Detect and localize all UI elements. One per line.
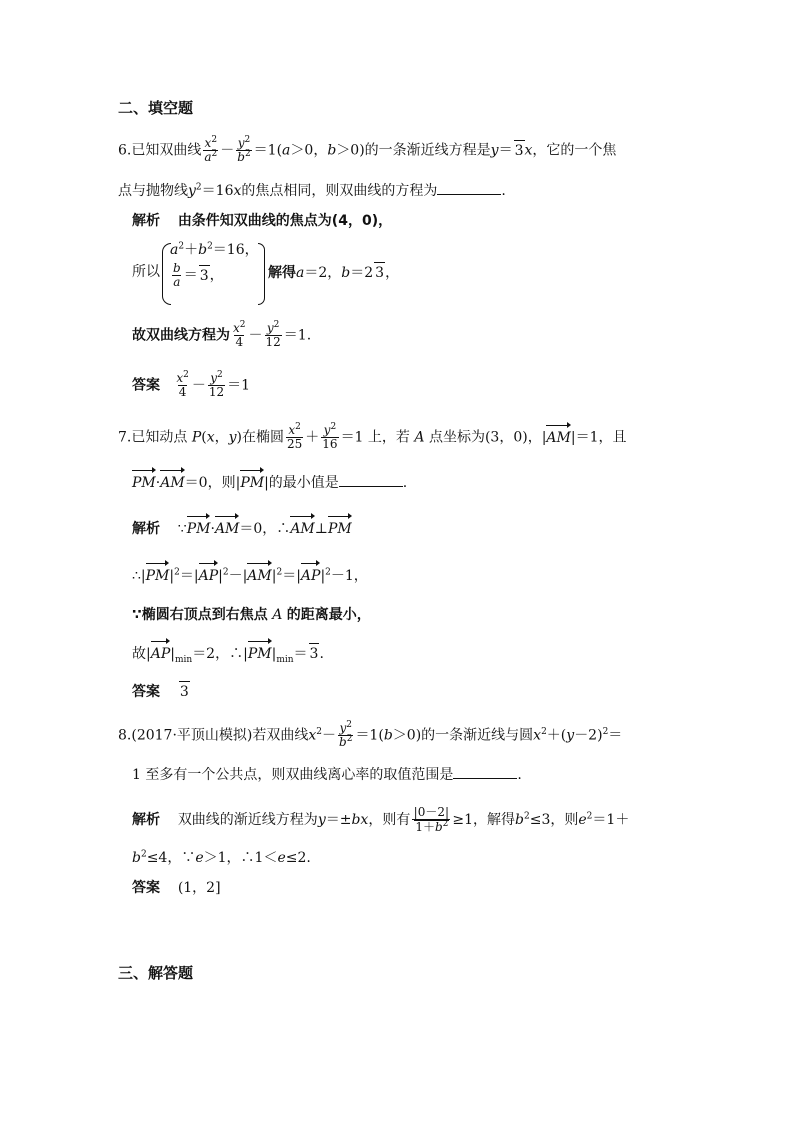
question-number: 7. [118, 429, 132, 446]
fraction: $\frac{y^2}{16}$ [322, 422, 338, 451]
question-7-line-1: 7.已知动点 P(x，y)在椭圆 $\frac{x^2}{25}$ ＋ $\frac{y^2}{16}$ ＝1 上，若 A 点坐标为(3，0)，|AM|＝1，且 [118, 422, 627, 451]
right-brace [258, 243, 265, 305]
fraction: $\frac{x^2}{4}$ [233, 320, 246, 349]
fraction: $\frac{y^2}{12}$ [208, 370, 225, 399]
text: －1， [330, 568, 368, 584]
text: 故 [132, 646, 146, 662]
text: 解得 [268, 265, 296, 281]
q8-answer [132, 878, 221, 898]
text: 在椭圆 [242, 429, 284, 446]
text: － [228, 568, 243, 584]
fraction: $\frac{b}{a}$ [173, 261, 181, 289]
system-eq-2: $\frac{b}{a}$ ＝ 3， [173, 261, 224, 289]
question-8-line-1: 8.(2017·平顶山模拟)若双曲线$x^2-$ $\frac{y^2}{b^2}$ ＝1(b＞0)的一条渐近线与圆$x^2+(y-2)^2=$ [118, 720, 623, 749]
text: 的距离最小， [286, 607, 371, 623]
text: 由条件知双曲线的焦点为(4，0)， [177, 213, 393, 229]
text: ＝ [179, 568, 194, 584]
q6-solution-line-1 [132, 211, 392, 231]
q7-answer: 答案 3 [132, 681, 190, 702]
text: ∴ [132, 568, 141, 584]
text: ≥1，解得 [452, 812, 516, 828]
text: 点与抛物线 [118, 183, 188, 199]
q6-solution-label-suoyi: 所以 [132, 264, 160, 280]
text: ＝ [608, 727, 623, 744]
solution-label: 解析 [132, 812, 160, 828]
text: ＝1( [253, 142, 283, 159]
text: 已知动点 [131, 429, 188, 446]
section-title-fill-in: 二、填空题 [118, 99, 194, 117]
text: 已知双曲线 [131, 142, 202, 159]
question-7-line-2: PM·AM＝0，则|PM|的最小值是 . [132, 472, 407, 493]
solution-label: 解析 [132, 213, 160, 229]
text: ≤3，则 [529, 812, 579, 828]
answer-label: 答案 [132, 684, 160, 700]
question-6-line-1: 6.已知双曲线 $\frac{x^2}{a^2}$ － $\frac{y^2}{b^2}$ ＝1(a＞0，b＞0)的一条渐近线方程是y＝ 3x，它的一个焦 [118, 135, 617, 164]
q7-solution-line-4: 故$|AP|_{min}=2$，$\therefore|PM|_{min}= 3$. [132, 643, 324, 664]
text: ＝16， [212, 242, 259, 258]
text: ＞0)的一条渐近线与圆 [392, 727, 534, 744]
question-6-line-2: 点与抛物线$y^2=16x$的焦点相同，则双曲线的方程为 . [118, 180, 506, 201]
text: ＝1，且 [575, 429, 627, 446]
q6-answer: 答案 $\frac{x^2}{4}$ － $\frac{y^2}{12}$ ＝1 [132, 370, 251, 399]
answer-label: 答案 [132, 377, 160, 394]
fraction: $\frac{x^2}{25}$ [287, 422, 303, 451]
text: ＝1＋ [592, 812, 630, 828]
fraction: $\frac{y^2}{b^2}$ [339, 720, 353, 749]
answer-blank [453, 764, 517, 779]
fraction: $\frac{|0-2|}{1+b^2}$ [413, 805, 450, 834]
text: ＝2，∴ [192, 646, 244, 662]
text: 的最小值是 [268, 475, 339, 491]
text: ＝2 [350, 265, 374, 281]
answer-blank [339, 472, 403, 487]
fraction: $\frac{x^2}{a^2}$ [204, 135, 218, 164]
text: 双曲线的渐近线方程为 [177, 812, 318, 828]
text: ＝± [325, 812, 352, 828]
q7-solution-line-2: $\therefore|PM|^2=|AP|^2-|AM|^2=|AP|^2-1$， [132, 567, 368, 584]
text: ＞0)的一条渐近线方程是 [336, 142, 491, 159]
text: ＝2， [304, 265, 342, 281]
q8-solution-line-2: $b^2\le 4$，∵e＞1，∴1＜e≤2. [132, 849, 311, 866]
text: ＝ [282, 568, 297, 584]
text: ＝ [183, 267, 198, 284]
text: ，则有 [368, 812, 411, 828]
answer-value: (1，2] [177, 880, 221, 896]
text: ＝16 [201, 183, 234, 199]
system-eq-1: $a^2+b^2=16$， [170, 241, 259, 258]
solution-label: 解析 [132, 521, 160, 537]
question-8-line-2: 1 至多有一个公共点，则双曲线离心率的取值范围是 . [132, 764, 522, 785]
question-number: 6. [118, 142, 132, 159]
text: ，它的一个焦 [532, 142, 617, 159]
text: 1 至多有一个公共点，则双曲线离心率的取值范围是 [132, 767, 454, 783]
question-number: 8. [118, 727, 132, 744]
text: ≤2. [285, 850, 311, 866]
text: ＝1 上，若 [340, 429, 410, 446]
text: (2017·平顶山模拟)若双曲线 [131, 727, 309, 744]
text: ≤4，∵ [146, 850, 196, 866]
text: 点坐标为(3，0)， [428, 429, 542, 446]
text: ＞0， [290, 142, 328, 159]
q7-solution-line-1: 解析 ∵PM·AM＝0，∴AM⊥PM [132, 521, 352, 537]
answer-blank [437, 180, 501, 195]
text: ＝ [293, 646, 308, 662]
q6-solution-line-2: 解得a＝2，b＝2 3， [268, 262, 399, 283]
fraction: $\frac{x^2}{4}$ [176, 370, 189, 399]
text: ＞1，∴1＜ [203, 850, 278, 866]
text: ＝1( [355, 727, 384, 744]
q8-solution-line-1: 解析 双曲线的渐近线方程为y＝±bx，则有 $\frac{|0-2|}{1+b^2}$ ≥1，解得$b^2\le 3$，则$e^2=1+$ [132, 805, 630, 834]
fraction: $\frac{y^2}{12}$ [265, 320, 281, 349]
text: 的焦点相同，则双曲线的方程为 [241, 183, 438, 199]
text: ＝0，则 [184, 475, 236, 491]
answer-label: 答案 [132, 880, 160, 896]
text: ＝0，∴ [239, 521, 291, 537]
fraction: $\frac{y^2}{b^2}$ [237, 135, 251, 164]
section-title-solve: 三、解答题 [118, 964, 194, 982]
q6-solution-line-3: 故双曲线方程为 $\frac{x^2}{4}$ － $\frac{y^2}{12}$ ＝1. [132, 320, 312, 349]
text: ∵椭圆右顶点到右焦点 [132, 607, 268, 623]
text: 故双曲线方程为 [132, 327, 230, 344]
q7-solution-line-3: ∵椭圆右顶点到右焦点 A 的距离最小， [132, 607, 371, 623]
